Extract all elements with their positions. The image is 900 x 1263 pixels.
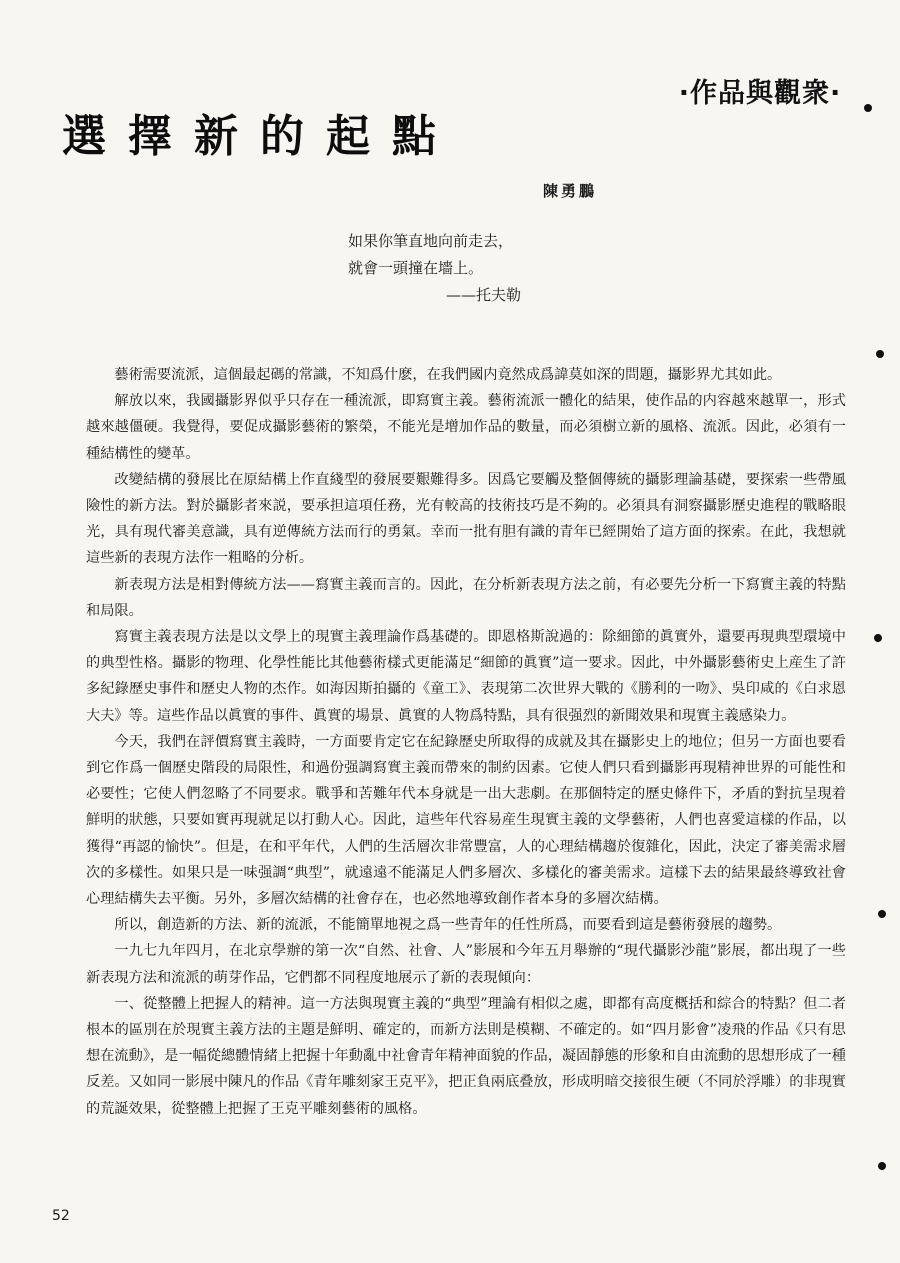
binding-hole-dot [876,350,884,358]
paragraph: 寫實主義表現方法是以文學上的現實主義理論作爲基礎的。即恩格斯說過的：除細節的眞實外，還要再現典型環境中的典型性格。攝影的物理、化學性能比其他藝術樣式更能滿足“細節的眞實”這一要求。因此，中外攝影藝術史上産生了許多紀錄歷史事件和歷史人物的杰作。如海因斯拍攝的《童工》、表現第二次世界大戰的《勝利的一吻》、吳印咸的《白求恩大夫》等。這些作品以眞實的事件、眞實的場景、眞實的人物爲特點，具有很强烈的新聞效果和現實主義感染力。 [86,629,846,724]
binding-hole-dot [874,634,882,642]
epigraph-line: 如果你筆直地向前走去， [348,232,514,250]
paragraph: 解放以來，我國攝影界似乎只存在一種流派，即寫實主義。藝術流派一體化的結果，使作品的内容越來越單一，形式越來越僵硬。我覺得，要促成攝影藝術的繁榮，不能光是增加作品的數量，而必須樹立新的風格、流派。因此，必須有一種結構性的變革。 [86,393,846,462]
binding-hole-dot [864,104,872,112]
page-number: 52 [52,1208,70,1224]
paragraph: 新表現方法是相對傳統方法——寫實主義而言的。因此，在分析新表現方法之前，有必要先分析一下寫實主義的特點和局限。 [86,576,846,619]
binding-hole-dot [878,1162,886,1170]
epigraph [348,228,608,309]
paragraph: 一九七九年四月，在北京學辦的第一次“自然、社會、人”影展和今年五月舉辦的“現代攝影沙龍”影展，都出現了一些新表現方法和流派的萌芽作品，它們都不同程度地展示了新的表現傾向： [86,943,846,986]
paragraph: 所以，創造新的方法、新的流派，不能簡單地視之爲一些青年的任性所爲，而要看到這是藝術發展的趨勢。 [114,917,782,934]
epigraph-line: 就會一頭撞在墻上。 [348,259,484,277]
paragraph: 藝術需要流派，這個最起碼的常識，不知爲什麽，在我們國内竟然成爲諱莫如深的問題，攝影界尤其如此。 [114,367,782,383]
paragraph: 今天，我們在評價寫實主義時，一方面要肯定它在紀錄歷史所取得的成就及其在攝影史上的地位；但另一方面也要看到它作爲一個歷史階段的局限性，和過份强調寫實主義而帶來的制約因素。它使人們只看到攝影再現精神世界的可能性和必要性；它使人們忽略了不同要求。戰爭和苦難年代本身就是一出大悲劇。在那個特定的歷史條件下，矛盾的對抗呈現着鮮明的狀態，只要如實再現就足以打動人心。因此，這些年代容易産生現實主義的文學藝術，人們也喜愛這樣的作品，以獲得“再認的愉快”。但是，在和平年代，人們的生活層次非常豐富，人的心理結構趨於復雜化，因此，決定了審美需求層次的多樣性。如果只是一味强調“典型”，就遠遠不能滿足人們多層次、多樣化的審美需求。這樣下去的結果最終導致社會心理結構失去平衡。另外，多層次結構的社會存在，也必然地導致創作者本身的多層次結構。 [86,733,846,908]
epigraph-attribution: ——托夫勒 [446,286,522,304]
paragraph: 改變結構的發展比在原結構上作直綫型的發展要艱難得多。因爲它要觸及整個傳統的攝影理論基礎，要探索一些帶風險性的新方法。對於攝影者來説，要承担這項任務，光有較高的技術技巧是不夠的。必須具有洞察攝影歷史進程的戰略眼光，具有現代審美意識，具有逆傳統方法而行的勇氣。幸而一批有胆有識的青年已經開始了這方面的探索。在此，我想就這些新的表現方法作一粗略的分析。 [86,471,846,567]
author-name: 陳勇鵬 [542,182,597,200]
section-tag: ·作品與觀衆· [678,77,842,109]
paragraph: 一、從整體上把握人的精神。這一方法與現實主義的“典型”理論有相似之處，即都有高度概括和綜合的特點？但二者根本的區別在於現實主義方法的主題是鮮明、確定的，而新方法則是模糊、不確定的。如“四月影會”凌飛的作品《只有思想在流動》，是一幅從總體情緒上把握十年動亂中社會青年精神面貌的作品，凝固靜態的形象和自由流動的思想形成了一種反差。又如同一影展中陳凡的作品《青年雕刻家王克平》，把正負兩底叠放，形成明暗交接很生硬（不同於浮雕）的非現實的荒誕效果，從整體上把握了王克平雕刻藝術的風格。 [86,995,846,1117]
article-title: 選擇新的起點 [62,111,458,162]
article-body [86,362,846,1122]
binding-hole-dot [878,910,886,918]
